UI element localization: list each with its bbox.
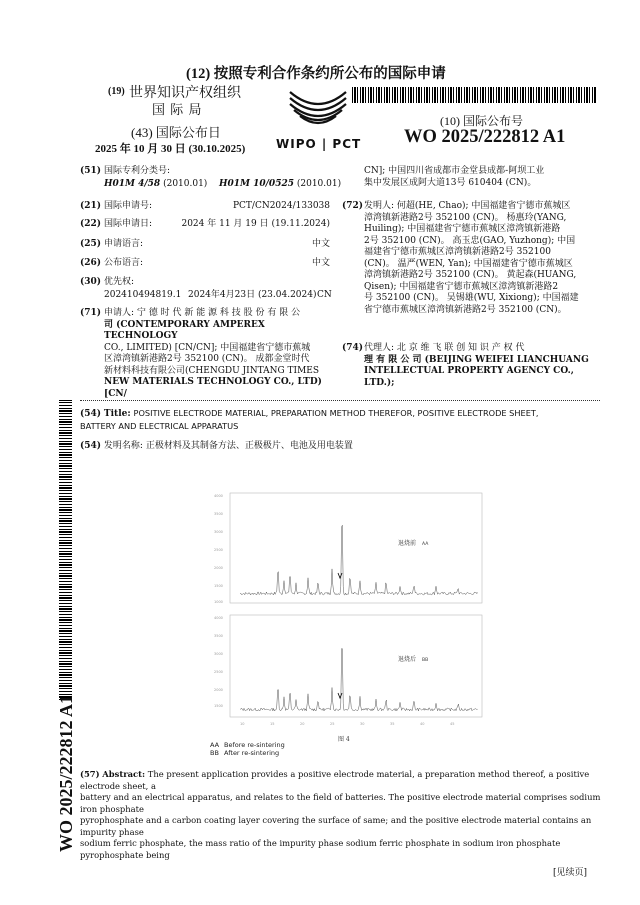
- inventor-line: 号 352100 (CN)。 吴锡雄(WU, Xixiong); 中国福建: [364, 293, 579, 303]
- applicant-line: NEW MATERIALS TECHNOLOGY CO., LTD) [CN/: [104, 377, 322, 399]
- field-26-label: 公布语言:: [104, 258, 144, 268]
- svg-text:45: 45: [450, 722, 455, 726]
- field-21-label: 国际申请号:: [104, 201, 153, 211]
- svg-text:1000: 1000: [214, 600, 223, 604]
- publication-language: 中文: [311, 258, 330, 268]
- application-number: PCT/CN2024/133038: [232, 201, 330, 211]
- section-divider: [80, 400, 600, 401]
- continuation-line: CN]; 中国四川省成都市金堂县成都-阿坝工业: [364, 166, 545, 176]
- wipo-logo-icon: [282, 86, 354, 130]
- inventor-line: 福建省宁德市蕉城区漳湾镇新港路2号 352100: [364, 247, 551, 257]
- title-en-line: POSITIVE ELECTRODE MATERIAL, PREPARATION METHOD THEREFOR, POSITIVE ELECTRODE SHEET,: [133, 408, 539, 418]
- agent-block: [364, 343, 600, 389]
- svg-text:3500: 3500: [214, 512, 223, 516]
- abstract-line: pyrophosphate and a carbon coating layer covering the surface of same; and the positive electrode material contains an impurity phase: [80, 815, 592, 837]
- impurity-arrow-icon: [338, 573, 342, 578]
- field-22-number: (22): [80, 219, 102, 229]
- inventor-line: 发明人: 何超(HE, Chao); 中国福建省宁德市蕉城区: [364, 201, 571, 211]
- document-type: (12) 按照专利合作条约所公布的国际申请: [186, 66, 446, 82]
- svg-text:15: 15: [270, 722, 275, 726]
- applicant-block: [104, 308, 336, 400]
- publication-number: WO 2025/222812 A1: [404, 127, 566, 147]
- field-25-label: 申请语言:: [104, 239, 144, 249]
- inventor-block: [364, 201, 600, 316]
- ipc-date-2: (2010.01): [296, 179, 342, 189]
- svg-text:2500: 2500: [214, 670, 223, 674]
- inventor-line: (CN)。 温严(WEN, Yan); 中国福建省宁德市蕉城区: [364, 258, 573, 269]
- abstract-line: sodium ferric phosphate, the mass ratio of the impurity phase sodium ferric phosphate in sodium iron phosphate pyrophosphate being: [80, 838, 561, 860]
- applicant-continuation: [364, 166, 596, 189]
- pattern-after-sintering: [240, 649, 478, 712]
- svg-text:2000: 2000: [214, 566, 223, 570]
- svg-text:40: 40: [420, 722, 425, 726]
- svg-text:30: 30: [360, 722, 365, 726]
- svg-text:4000: 4000: [214, 494, 223, 498]
- wipo-pct-logo-text: WIPO | PCT: [276, 137, 362, 151]
- top-panel-frame: [230, 493, 482, 603]
- figure-number: 图 4: [338, 736, 350, 743]
- inventor-line: 漳湾镇新港路2号 352100 (CN)。 杨惠玲(YANG,: [364, 212, 567, 223]
- figure-legend: [210, 741, 285, 757]
- svg-text:20: 20: [300, 722, 305, 726]
- bottom-panel-frame: [230, 615, 482, 717]
- side-publication-number: WO 2025/222812 A1: [56, 694, 76, 852]
- field-30-label: 优先权:: [104, 277, 135, 287]
- agent-line: 理 有 限 公 司 (BEIJING WEIFEI LIANCHUANG: [364, 354, 589, 365]
- agent-line: INTELLECTUAL PROPERTY AGENCY CO., LTD.);: [364, 366, 574, 388]
- field-51-number: (51): [80, 166, 102, 176]
- impurity-arrow-icon: [338, 693, 342, 698]
- priority-date: 2024年4月23日 (23.04.2024): [188, 290, 317, 300]
- field-72-number: (72): [342, 201, 364, 211]
- agent-line: 代理人: 北 京 维 飞 联 创 知 识 产 权 代: [364, 343, 525, 353]
- continuation-line: 集中发展区成阿大道13号 610404 (CN)。: [364, 177, 537, 188]
- abstract-number: (57): [80, 769, 100, 779]
- field-21-number: (21): [80, 201, 102, 211]
- priority-number: 202410494819.1: [104, 290, 182, 300]
- legend-text: Before re-sintering: [224, 741, 285, 749]
- publication-date: 2025 年 10 月 30 日 (30.10.2025): [95, 143, 246, 155]
- title-english: [80, 408, 600, 432]
- label-after-code: BB: [422, 658, 429, 663]
- side-barcode: [59, 400, 72, 700]
- abstract-text: The present application provides a positive electrode material, a preparation method thereof, a positive electrode sheet, a: [80, 769, 590, 791]
- publication-date-label: (43) 国际公布日: [131, 125, 221, 140]
- label-before-code: AA: [422, 542, 429, 547]
- inventor-line: 省宁德市蕉城区漳湾镇新港路2号 352100 (CN)。: [364, 304, 567, 315]
- svg-text:1500: 1500: [214, 584, 223, 588]
- publication-barcode: [352, 87, 596, 103]
- applicant-line: 司 (CONTEMPORARY AMPEREX TECHNOLOGY: [104, 319, 265, 341]
- legend-code: BB: [210, 749, 219, 757]
- title-en-label: Title:: [103, 409, 131, 419]
- filing-date: 2024 年 11 月 19 日 (19.11.2024): [181, 219, 330, 229]
- svg-text:1500: 1500: [214, 704, 223, 708]
- inventor-line: Qisen); 中国福建省宁德市蕉城区漳湾镇新港路2: [364, 281, 559, 292]
- ipc-entry-2: [219, 179, 341, 191]
- pattern-before-sintering: [240, 525, 478, 595]
- org-code: (19): [108, 86, 125, 97]
- applicant-line: 申请人: 宁 德 时 代 新 能 源 科 技 股 份 有 限 公: [104, 308, 301, 318]
- inventor-line: 漳湾镇新港路2号 352100 (CN)。 黄起森(HUANG,: [364, 270, 577, 280]
- svg-text:4000: 4000: [214, 616, 223, 620]
- svg-text:2500: 2500: [214, 548, 223, 552]
- inventor-line: 2号 352100 (CN)。 高玉忠(GAO, Yuzhong); 中国: [364, 235, 576, 246]
- applicant-line: CO., LIMITED) [CN/CN]; 中国福建省宁德市蕉城: [104, 342, 311, 353]
- ipc-date-1: (2010.01): [163, 179, 208, 189]
- org-name: 世界知识产权组织: [129, 86, 241, 101]
- continued-note: [见续页]: [553, 868, 588, 878]
- field-25-number: (25): [80, 239, 102, 249]
- ipc-code-1: H01M 4/58: [104, 179, 161, 189]
- ipc-code-2: H01M 10/0525: [219, 179, 294, 189]
- publication-number-label: (10) 国际公布号: [440, 114, 523, 128]
- org-subtitle: 国 际 局: [152, 102, 203, 117]
- title-zh-text: 发明名称: 正极材料及其制备方法、正极极片、电池及用电装置: [103, 441, 353, 451]
- title-en-line: BATTERY AND ELECTRICAL APPARATUS: [80, 420, 239, 431]
- label-after-sintering: 退烧后: [398, 656, 417, 663]
- abstract: [80, 769, 605, 861]
- svg-text:2000: 2000: [214, 688, 223, 692]
- title-chinese: [80, 441, 353, 453]
- svg-text:25: 25: [330, 722, 335, 726]
- svg-text:10: 10: [240, 722, 245, 726]
- xrd-figure: [200, 485, 492, 775]
- field-74-number: (74): [342, 343, 364, 353]
- priority-country: CN: [317, 290, 332, 300]
- field-22-label: 国际申请日:: [104, 219, 153, 229]
- inventor-line: Huiling); 中国福建省宁德市蕉城区漳湾镇新港路: [364, 224, 561, 234]
- svg-text:35: 35: [390, 722, 395, 726]
- legend-entry: [210, 749, 285, 757]
- legend-text: After re-sintering: [224, 749, 280, 757]
- field-30-number: (30): [80, 277, 102, 287]
- abstract-label: Abstract:: [102, 769, 146, 779]
- field-71-number: (71): [80, 308, 102, 318]
- abstract-line: [80, 769, 605, 792]
- label-before-sintering: 退烧前: [398, 540, 417, 547]
- abstract-line: battery and an electrical apparatus, and relates to the field of batteries. The positive electrode material comprises sodium iron phosphate: [80, 792, 601, 814]
- axis-ticks: [214, 494, 454, 726]
- legend-code: AA: [210, 741, 220, 749]
- svg-text:3000: 3000: [214, 652, 223, 656]
- applicant-line: 区漳湾镇新港路2号 352100 (CN)。 成都金堂时代: [104, 354, 310, 364]
- title-en-number: (54): [80, 409, 102, 419]
- title-zh-number: (54): [80, 441, 102, 451]
- applicant-line: 新材料科技有限公司(CHENGDU JINTANG TIMES: [104, 365, 320, 376]
- filing-language: 中文: [311, 239, 330, 249]
- field-26-number: (26): [80, 258, 102, 268]
- legend-entry: [210, 741, 285, 749]
- field-51-label: 国际专利分类号:: [104, 166, 171, 176]
- svg-text:3500: 3500: [214, 634, 223, 638]
- svg-text:3000: 3000: [214, 530, 223, 534]
- ipc-entry-1: [104, 179, 207, 191]
